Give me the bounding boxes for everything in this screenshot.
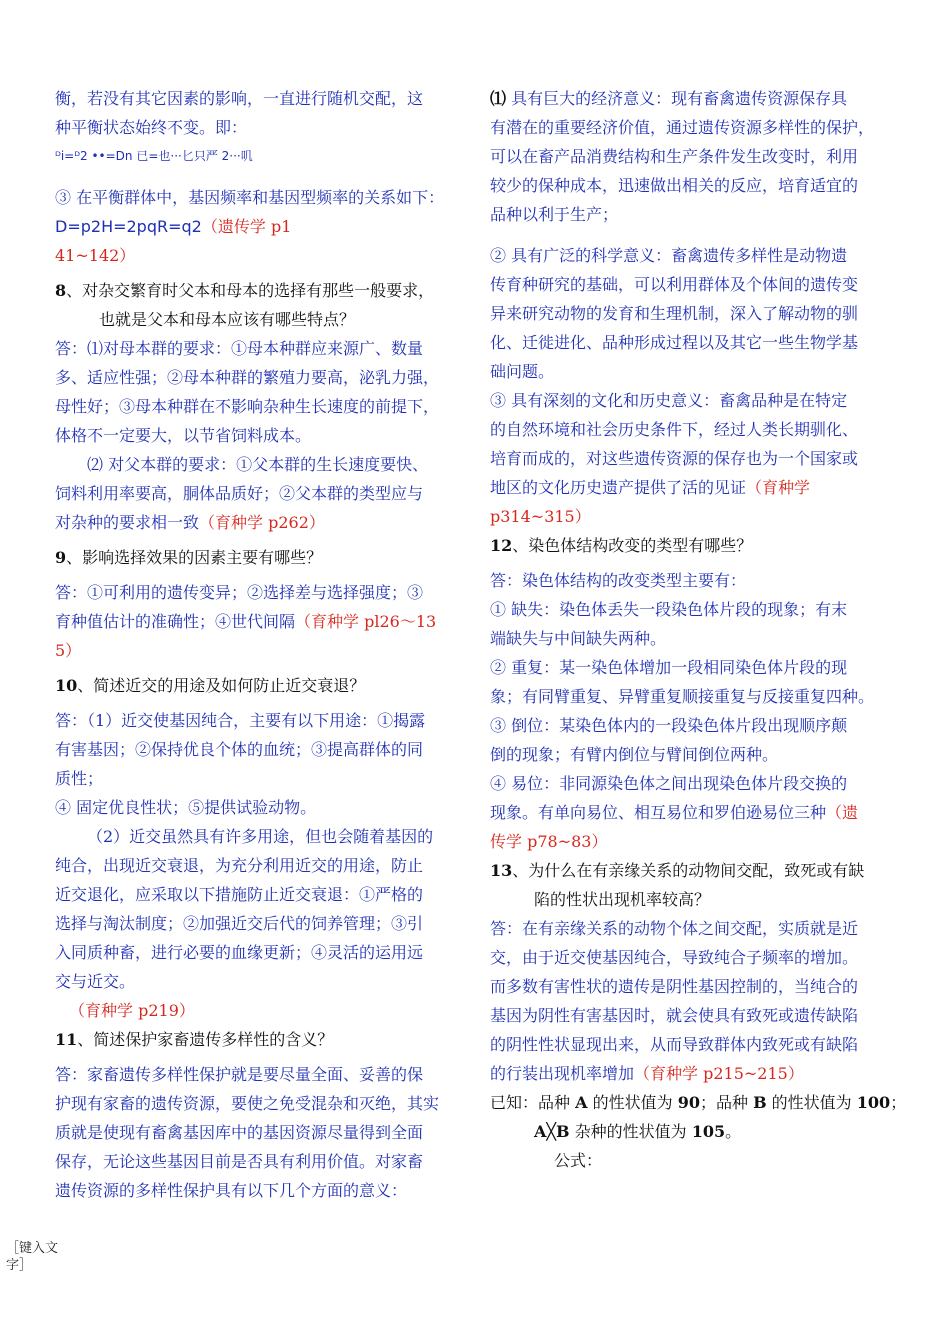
paragraph-line: ② 具有广泛的科学意义：畜禽遗传多样性是动物遗 xyxy=(490,246,848,265)
reference: （育种学 p262） xyxy=(199,513,325,532)
question-text: 也就是父本和母本应该有哪些特点？ xyxy=(99,310,356,329)
answer-line xyxy=(490,798,908,827)
answer-line: 端缺失与中间缺失两种。 xyxy=(490,629,667,648)
question-number: 13 xyxy=(490,861,513,880)
reference: （遗传学 p1 xyxy=(201,217,292,236)
answer-line: 遗传资源的多样性保护具有以下几个方面的意义： xyxy=(55,1181,408,1200)
known-values xyxy=(490,1088,908,1117)
known-text: ； xyxy=(890,1093,907,1112)
paragraph-line: ③ 具有深刻的文化和历史意义：畜禽品种是在特定 xyxy=(490,391,848,410)
question-10 xyxy=(55,671,467,700)
question-8 xyxy=(55,276,467,305)
question-13 xyxy=(490,856,908,885)
paragraph-line: 础问题。 xyxy=(490,362,555,381)
answer-line: 答：在有亲缘关系的动物个体之间交配，实质就是近 xyxy=(490,919,859,938)
question-12 xyxy=(490,531,908,560)
answer-line: 象；有同臂重复、异臂重复顺接重复与反接重复四种。 xyxy=(490,687,875,706)
cross-text: 。 xyxy=(725,1122,742,1141)
paragraph-line: 培育而成的，对这些遗传资源的保存也为一个国家或 xyxy=(490,449,859,468)
reference: p314~315） xyxy=(490,507,591,526)
answer-line: 有害基因；②保持优良个体的血统；③提高群体的同 xyxy=(55,740,424,759)
garbled-formula: ᴰi=ᴰ2 ••=Dn 已=也···匕只严 2···叽 xyxy=(55,149,253,163)
answer-line: 饲料利用率要高，胴体品质好；②父本群的类型应与 xyxy=(55,484,424,503)
paragraph-text: 地区的文化历史遗产提供了活的见证 xyxy=(490,478,747,497)
question-text: 、简述近交的用途及如何防止近交衰退？ xyxy=(77,676,366,695)
right-column xyxy=(490,84,908,1175)
paragraph-line: 异来研究动物的发育和生理机制，深入了解动物的驯 xyxy=(490,304,859,323)
question-text: 、为什么在有亲缘关系的动物间交配，致死或有缺 xyxy=(512,861,865,880)
reference: （育种学 xyxy=(746,478,811,497)
answer-line: 答：家畜遗传多样性保护就是要尽量全面、妥善的保 xyxy=(55,1065,424,1084)
reference: （育种学 p215~215） xyxy=(634,1064,804,1083)
cross-value xyxy=(490,1117,908,1146)
question-11 xyxy=(55,1025,467,1054)
answer-line: 体格不一定要大，以节省饲料成本。 xyxy=(55,426,312,445)
cross-label: A╳B xyxy=(534,1122,570,1141)
question-text: 陷的性状出现机率较高？ xyxy=(534,890,711,909)
answer-line: ④ 固定优良性状；⑤提供试验动物。 xyxy=(55,798,317,817)
formula-label: 公式： xyxy=(554,1151,603,1170)
reference: （遗 xyxy=(826,803,859,822)
formula-line xyxy=(55,212,467,241)
answer-line: ② 重复：某一染色体增加一段相同染色体片段的现 xyxy=(490,658,848,677)
answer-line: ⑵ 对父本群的要求：①父本群的生长速度要快、 xyxy=(87,455,429,474)
paragraph-line: 有潜在的重要经济价值，通过遗传资源多样性的保护， xyxy=(490,118,875,137)
answer-line: 入同质种畜，进行必要的血缘更新；④灵活的运用远 xyxy=(55,943,424,962)
answer-line: 答：（1）近交使基因纯合，主要有以下用途：①揭露 xyxy=(55,711,426,730)
answer-line: 答：⑴对母本群的要求：①母本种群应来源广、数量 xyxy=(55,339,424,358)
answer-line: 护现有家畜的遗传资源，要使之免受混杂和灭绝，其实 xyxy=(55,1094,440,1113)
reference: 41~142） xyxy=(55,246,136,265)
point-1 xyxy=(490,84,908,113)
left-column xyxy=(55,84,467,1205)
answer-text: 现象。有单向易位、相互易位和罗伯逊易位三种 xyxy=(490,803,827,822)
answer-line: 近交退化，应采取以下措施防止近交衰退：①严格的 xyxy=(55,885,424,904)
question-number: 8 xyxy=(55,281,67,300)
answer-text: 的行装出现机率增加 xyxy=(490,1064,635,1083)
answer-line: 交与近交。 xyxy=(55,972,136,991)
reference: 传学 p78~83） xyxy=(490,832,608,851)
known-text: ；品种 xyxy=(699,1093,754,1112)
paragraph-line xyxy=(490,473,908,502)
answer-line: 母性好；③母本种群在不影响杂种生长速度的前提下， xyxy=(55,397,440,416)
answer-text: 对杂种的要求相一致 xyxy=(55,513,200,532)
question-text: 、对杂交繁育时父本和母本的选择有那些一般要求， xyxy=(66,281,435,300)
answer-line: 而多数有害性状的遗传是阴性基因控制的，当纯合的 xyxy=(490,977,859,996)
paragraph-line: 较少的保种成本，迅速做出相关的反应，培育适宜的 xyxy=(490,176,859,195)
answer-line: 选择与淘汰制度；②加强近交后代的饲养管理；③引 xyxy=(55,914,424,933)
answer-line: 答：①可利用的遗传变异；②选择差与选择强度；③ xyxy=(55,583,424,602)
known-text: 的性状值为 xyxy=(766,1093,857,1112)
intro-line: 衡，若没有其它因素的影响，一直进行随机交配，这 xyxy=(55,89,424,108)
question-text: 、简述保护家畜遗传多样性的含义？ xyxy=(77,1030,334,1049)
breed-a-label: A xyxy=(575,1093,588,1112)
cross-number: 105 xyxy=(691,1122,726,1141)
cross-text: 杂种的性状值为 xyxy=(569,1122,692,1141)
paragraph-line: 可以在畜产品消费结构和生产条件发生改变时，利用 xyxy=(490,147,859,166)
question-number: 10 xyxy=(55,676,78,695)
known-text: 的性状值为 xyxy=(587,1093,678,1112)
question-text: 、染色体结构改变的类型有哪些？ xyxy=(512,536,753,555)
point-marker: ⑴ xyxy=(490,89,507,108)
answer-line: 质性； xyxy=(55,769,104,788)
question-number: 12 xyxy=(490,536,513,555)
question-9 xyxy=(55,543,467,572)
answer-line: 质就是使现有畜禽基因库中的基因资源尽量得到全面 xyxy=(55,1123,424,1142)
answer-line xyxy=(55,607,467,636)
hardy-weinberg-formula: D=p2H=2pqR=q2 xyxy=(55,217,202,236)
paragraph-line: 传育种研究的基础，可以利用群体及个体间的遗传变 xyxy=(490,275,859,294)
answer-line: ③ 倒位：某染色体内的一段染色体片段出现顺序颠 xyxy=(490,716,848,735)
footer-placeholder[interactable]: ［键入文字］ xyxy=(6,1241,59,1273)
breed-b-value: 100 xyxy=(856,1093,891,1112)
answer-line: 答：染色体结构的改变类型主要有： xyxy=(490,571,747,590)
answer-line xyxy=(490,1059,908,1088)
reference: 5） xyxy=(55,641,82,660)
answer-line: 的阴性性状显现出来，从而导致群体内致死或有缺陷 xyxy=(490,1035,859,1054)
reference: （育种学 pl26〜13 xyxy=(295,612,437,631)
breed-a-value: 90 xyxy=(677,1093,700,1112)
answer-line: 基因为阴性有害基因时，就会使具有致死或遗传缺陷 xyxy=(490,1006,859,1025)
breed-b-label: B xyxy=(753,1093,767,1112)
point-text: 具有巨大的经济意义：现有畜禽遗传资源保存具 xyxy=(506,89,848,108)
answer-line: 交，由于近交使基因纯合，导致纯合子频率的增加。 xyxy=(490,948,859,967)
question-text: 、影响选择效果的因素主要有哪些？ xyxy=(66,548,323,567)
paragraph-line: 品种以利于生产； xyxy=(490,205,619,224)
question-number: 9 xyxy=(55,548,67,567)
answer-line: ① 缺失：染色体丢失一段染色体片段的现象；有末 xyxy=(490,600,848,619)
question-number: 11 xyxy=(55,1030,78,1049)
answer-line: 保存，无论这些基因目前是否具有利用价值。对家畜 xyxy=(55,1152,424,1171)
answer-line: ④ 易位：非同源染色体之间出现染色体片段交换的 xyxy=(490,774,848,793)
paragraph-line: 化、迁徙进化、品种形成过程以及其它一些生物学基 xyxy=(490,333,859,352)
paragraph-line: ③ 在平衡群体中，基因频率和基因型频率的关系如下： xyxy=(55,188,445,207)
paragraph-line: 的自然环境和社会历史条件下，经过人类长期驯化、 xyxy=(490,420,859,439)
answer-line: 纯合，出现近交衰退，为充分利用近交的用途，防止 xyxy=(55,856,424,875)
answer-line xyxy=(55,508,467,537)
answer-text: 育种值估计的准确性；④世代间隔 xyxy=(55,612,296,631)
intro-line: 种平衡状态始终不变。即： xyxy=(55,118,248,137)
answer-line: （2）近交虽然具有许多用途，但也会随着基因的 xyxy=(87,827,434,846)
answer-line: 倒的现象；有臂内倒位与臂间倒位两种。 xyxy=(490,745,779,764)
answer-line: 多、适应性强；②母本种群的繁殖力要高，泌乳力强， xyxy=(55,368,440,387)
reference: （育种学 p219） xyxy=(69,1001,195,1020)
known-text: 已知：品种 xyxy=(490,1093,576,1112)
